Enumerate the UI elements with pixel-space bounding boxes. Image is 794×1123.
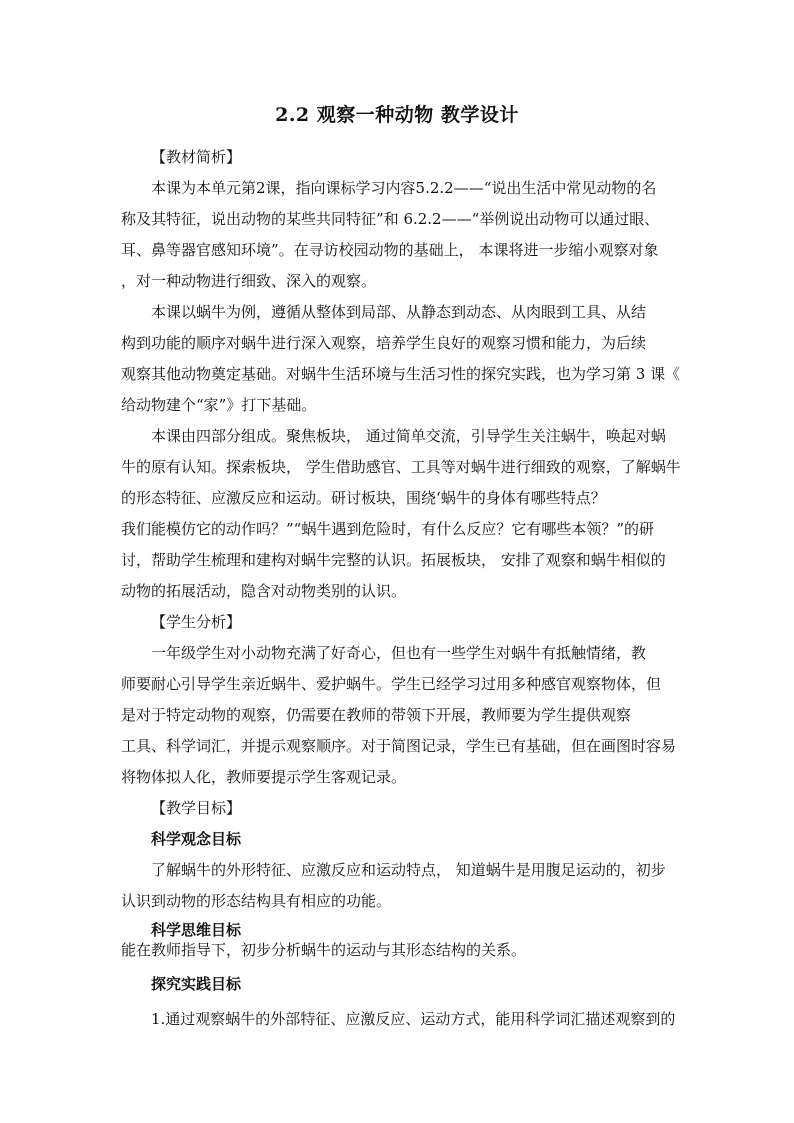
paragraph-line: 工具、科学词汇，并提示观察顺序。对于简图记录，学生已有基础，但在画图时容易 <box>121 737 677 755</box>
paragraph-line: 1.通过观察蜗牛的外部特征、应激反应、运动方式，能用科学词汇描述观察到的 <box>151 1010 676 1028</box>
paragraph-line: 能在教师指导下，初步分析蜗牛的运动与其形态结构的关系。 <box>121 941 527 959</box>
paragraph-line: 我们能模仿它的动作吗？”“蜗牛遇到危险时，有什么反应？它有哪些本领？”的研 <box>121 520 655 538</box>
paragraph-line: 认识到动物的形态结构具有相应的功能。 <box>121 892 392 910</box>
paragraph-line: 观察其他动物奠定基础。对蜗牛生活环境与生活习性的探究实践，也为学习第 3 课《 <box>121 365 681 383</box>
paragraph-line: 了解蜗牛的外形特征、应激反应和运动特点， 知道蜗牛是用腹足运动的，初步 <box>151 861 666 879</box>
section-heading-student-analysis: 【学生分析】 <box>151 613 242 631</box>
paragraph-line: 牛的原有认知。探索板块， 学生借助感官、工具等对蜗牛进行细致的观察，了解蜗牛 <box>121 458 681 476</box>
paragraph-line: 构到功能的顺序对蜗牛进行深入观察，培养学生良好的观察习惯和能力，为后续 <box>121 334 647 352</box>
paragraph-line: 给动物建个“家”》打下基础。 <box>121 396 317 414</box>
paragraph-line: 本课为本单元第2课，指向课标学习内容5.2.2——“说出生活中常见动物的名 <box>151 179 657 197</box>
paragraph-line: 是对于特定动物的观察，仍需要在教师的带领下开展，教师要为学生提供观察 <box>121 706 632 724</box>
paragraph-line: 本课以蜗牛为例，遵循从整体到局部、从静态到动态、从肉眼到工具、从结 <box>151 303 647 321</box>
paragraph-line: 本课由四部分组成。聚焦板块， 通过简单交流，引导学生关注蜗牛，唤起对蜗 <box>151 427 666 445</box>
paragraph-line: 的形态特征、应激反应和运动。研讨板块，围绕‘蜗牛的身体有哪些特点？ <box>121 489 606 507</box>
section-heading-teaching-goals: 【教学目标】 <box>151 799 242 817</box>
paragraph-line: 将物体拟人化，教师要提示学生客观记录。 <box>121 768 407 786</box>
subheading-science-concept: 科学观念目标 <box>151 830 242 848</box>
page-title: 2.2 观察一种动物 教学设计 <box>275 104 519 126</box>
section-heading-textbook-analysis: 【教材简析】 <box>151 148 242 166</box>
paragraph-line: 师要耐心引导学生亲近蜗牛、爱护蜗牛。学生已经学习过用多种感官观察物体，但 <box>121 675 662 693</box>
paragraph-line: 一年级学生对小动物充满了好奇心，但也有一些学生对蜗牛有抵触情绪，教 <box>151 644 647 662</box>
subheading-science-thinking: 科学思维目标 <box>151 921 242 939</box>
paragraph-line: ，对一种动物进行细致、深入的观察。 <box>121 272 377 290</box>
paragraph-line: 称及其特征，说出动物的某些共同特征”和 6.2.2——“举例说出动物可以通过眼、 <box>121 210 660 228</box>
subheading-inquiry-practice: 探究实践目标 <box>151 975 242 993</box>
paragraph-line: 动物的拓展活动，隐含对动物类别的认识。 <box>121 582 407 600</box>
paragraph-line: 耳、鼻等器官感知环境”。在寻访校园动物的基础上， 本课将进一步缩小观察对象 <box>121 241 659 259</box>
paragraph-line: 讨，帮助学生梳理和建构对蜗牛完整的认识。拓展板块， 安排了观察和蜗牛相似的 <box>121 551 666 569</box>
